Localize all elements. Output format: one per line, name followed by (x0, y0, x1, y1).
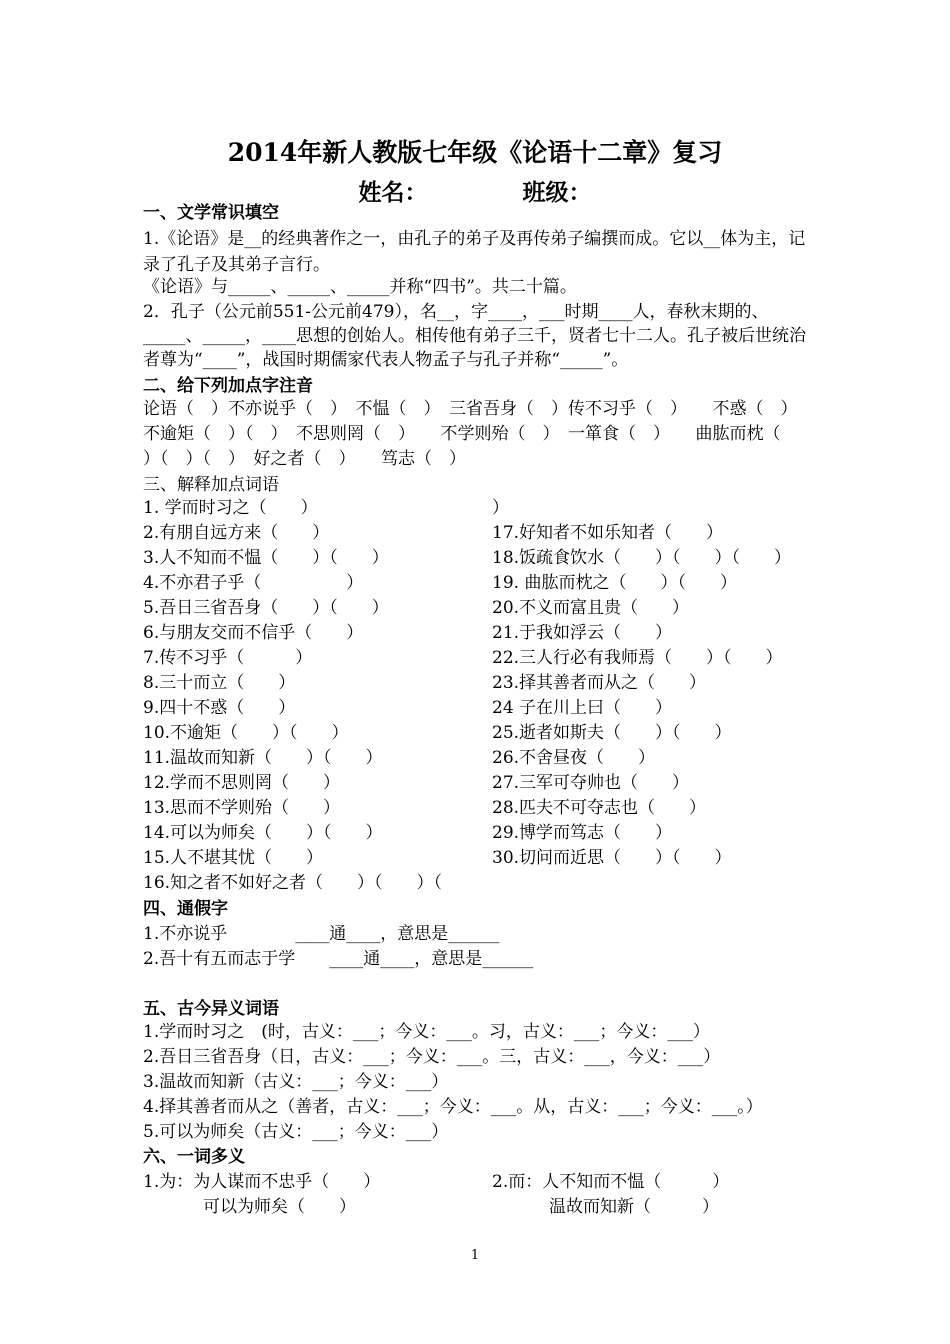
s3-right-item: 18.饭疏食饮水（ ）（ ）（ ） (492, 548, 792, 568)
s3-left-item: 14.可以为师矣（ ）（ ） (143, 823, 383, 843)
s3-right-item: 24 子在川上曰（ ） (492, 698, 673, 718)
s3-left-item: 8.三十而立（ ） (143, 673, 296, 693)
section-6-heading: 六、一词多义 (143, 1147, 245, 1167)
s3-right-item: 28.匹夫不可夺志也（ ） (492, 798, 707, 818)
page-title: 2014年新人教版七年级《论语十二章》复习 (227, 138, 723, 167)
s5-line-3: 3.温故而知新（古义：___；今义：___） (143, 1072, 449, 1092)
section-1-heading: 一、文学常识填空 (143, 203, 279, 223)
s4-line-1: 1.不亦说乎 ____通____，意思是______ (143, 924, 500, 944)
s2-line-1: 论语（ ）不亦说乎（ ） 不愠（ ） 三省吾身（ ）传不习乎（ ） 不惑（ ） (143, 399, 798, 419)
s1-paragraph-2: 《论语》与_____、_____、_____并称“四书”。共二十篇。 (143, 277, 577, 297)
s3-left-item: 1. 学而时习之（ ） (143, 498, 318, 518)
s3-right-item: 23.择其善者而从之（ ） (492, 673, 707, 693)
s3-left-item: 11.温故而知新（ ）（ ） (143, 748, 383, 768)
s3-left-item: 12.学而不思则罔（ ） (143, 773, 341, 793)
s4-line-2: 2.吾十有五而志于学 ____通____，意思是______ (143, 949, 534, 969)
section-2-heading: 二、给下列加点字注音 (143, 376, 313, 396)
s3-left-item: 6.与朋友交而不信乎（ ） (143, 623, 364, 643)
s6-item-er-2: 温故而知新（ ） (549, 1197, 719, 1217)
page-number: 1 (470, 1248, 480, 1263)
s1-paragraph-1: 1.《论语》是__的经典著作之一，由孔子的弟子及再传弟子编撰而成。它以__体为主，记录了孔子及其弟子言行。 (143, 229, 806, 275)
s3-left-item: 13.思而不学则殆（ ） (143, 798, 341, 818)
s3-right-item: 29.博学而笃志（ ） (492, 823, 673, 843)
s3-right-item: ） (492, 498, 509, 518)
section-4-heading: 四、通假字 (143, 899, 228, 919)
s6-item-er-1: 2.而：人不知而不愠（ ） (492, 1172, 730, 1192)
s3-left-item: 7.传不习乎（ ） (143, 648, 313, 668)
s2-line-3: ）（ ）（ ） 好之者（ ） 笃志（ ） (143, 449, 466, 469)
class-label: 班级： (522, 179, 592, 206)
s3-right-item: 25.逝者如斯夫（ ）（ ） (492, 723, 732, 743)
s3-left-item: 5.吾日三省吾身（ ）（ ） (143, 598, 389, 618)
s3-left-item: 3.人不知而不愠（ ）（ ） (143, 548, 389, 568)
s3-right-item: 21.于我如浮云（ ） (492, 623, 673, 643)
s3-right-item: 19. 曲肱而枕之（ ）（ ） (492, 573, 737, 593)
s3-left-item: 15.人不堪其忧（ ） (143, 848, 324, 868)
s3-right-item: 20.不义而富且贵（ ） (492, 598, 690, 618)
s3-left-item: 4.不亦君子乎（ ） (143, 573, 364, 593)
section-5-heading: 五、古今异义词语 (143, 999, 279, 1019)
s3-right-item: 26.不舍昼夜（ ） (492, 748, 656, 768)
s3-left-item: 16.知之者不如好之者（ ）（ ）（ (143, 873, 443, 893)
s5-line-4: 4.择其善者而从之（善者，古义：___；今义：___。从，古义：___；今义：___。） (143, 1097, 763, 1117)
s6-item-wei-1: 1.为：为人谋而不忠乎（ ） (143, 1172, 381, 1192)
section-3-heading: 三、解释加点词语 (143, 475, 279, 495)
s6-item-wei-2: 可以为师矣（ ） (203, 1197, 356, 1217)
s3-right-item: 22.三人行必有我师焉（ ）（ ） (492, 648, 783, 668)
s3-right-item: 17.好知者不如乐知者（ ） (492, 523, 724, 543)
s5-line-2: 2.吾日三省吾身（日，古义：___；今义：___。三，古义：___，今义：___） (143, 1047, 721, 1067)
s2-line-2: 不逾矩（ ）（ ） 不思则罔（ ） 不学则殆（ ） 一箪食（ ） 曲肱而枕（ (143, 424, 781, 444)
s3-left-item: 9.四十不惑（ ） (143, 698, 296, 718)
s3-right-item: 30.切问而近思（ ）（ ） (492, 848, 732, 868)
s3-right-item: 27.三军可夺帅也（ ） (492, 773, 690, 793)
s3-left-item: 2.有朋自远方来（ ） (143, 523, 330, 543)
s5-line-1: 1.学而时习之 (时，古义：___；今义：___。习，古义：___；今义：___） (143, 1022, 710, 1042)
s3-left-item: 10.不逾矩（ ）（ ） (143, 723, 349, 743)
s5-line-5: 5.可以为师矣（古义：___；今义：___） (143, 1122, 449, 1142)
s1-paragraph-3: 2．孔子（公元前551-公元前479），名__，字____，___时期____人，春秋末期的、_____、_____，____思想的创始人。相传他有弟子三千，贤者七十二人。孔子被后世统治者尊为“____”，战国时期儒家代表人物孟子与孔子并称“_____”。 (143, 302, 806, 370)
name-label: 姓名： (358, 179, 428, 206)
